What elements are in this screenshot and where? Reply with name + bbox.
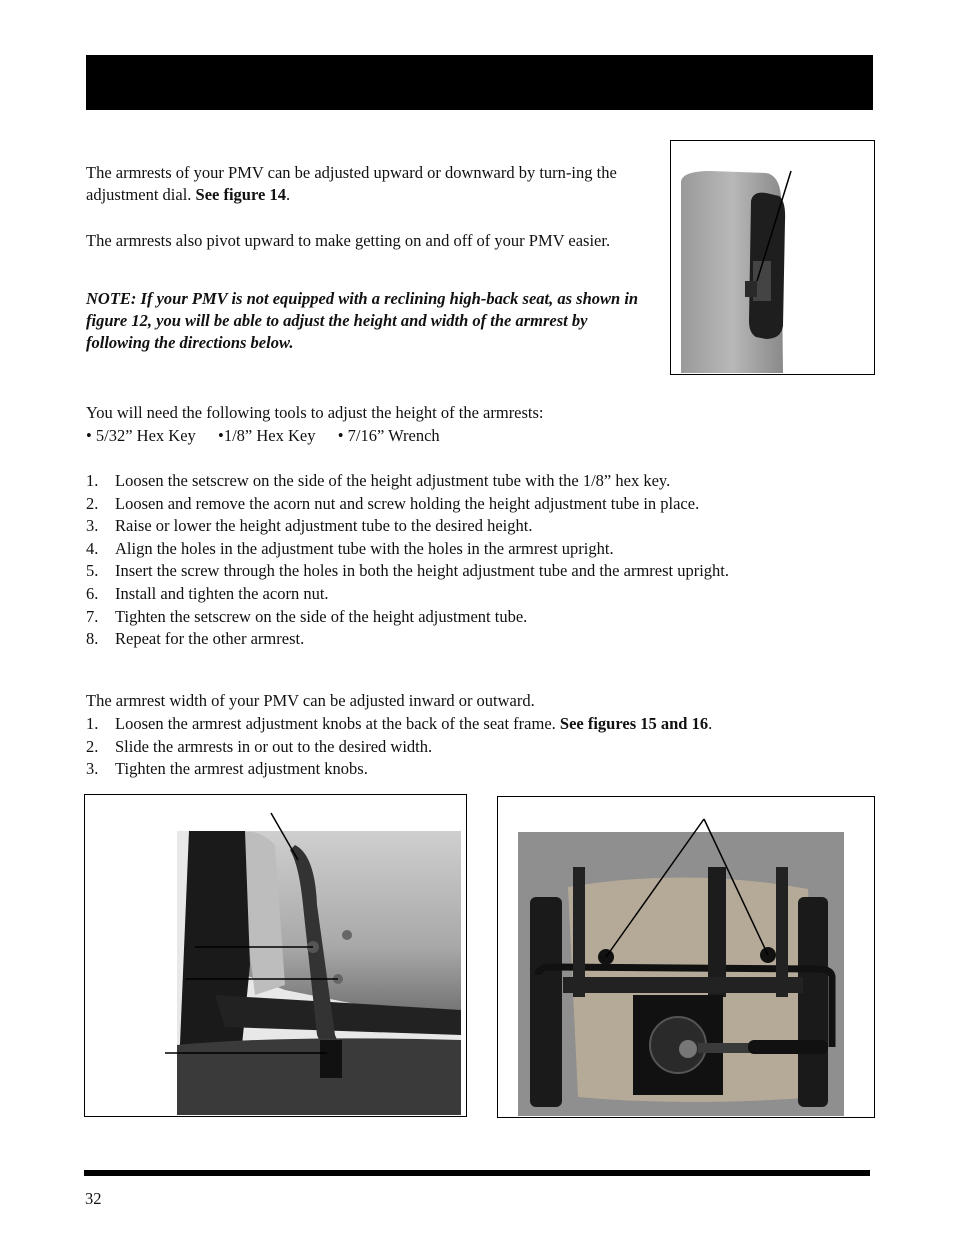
list-item: 3. Tighten the armrest adjustment knobs.: [86, 759, 368, 779]
figure-14-photo: [670, 140, 875, 375]
header-bar: [86, 55, 873, 110]
list-item: 1. Loosen the armrest adjustment knobs at the back of the seat frame. See figures 15 and 16.: [86, 714, 713, 733]
tools-intro: You will need the following tools to adjust the height of the armrests:: [86, 403, 544, 422]
note-paragraph: NOTE: If your PMV is not equipped with a reclining high-back seat, as shown in figure 12, you will be able to adjust the height and width of the armrest by following the directions below.: [86, 289, 639, 352]
list-item: 2. Loosen and remove the acorn nut and screw holding the height adjustment tube in place.: [86, 493, 700, 513]
list-item: 1. Loosen the setscrew on the side of the height adjustment tube with the 1/8” hex key.: [86, 471, 671, 490]
page-number: 32: [85, 1189, 102, 1208]
intro-paragraph-2: The armrests also pivot upward to make getting on and off of your PMV easier.: [86, 231, 611, 250]
tools-list: [86, 425, 786, 447]
figure-16-photo: [497, 796, 875, 1118]
figure-15-photo: [84, 794, 467, 1117]
list-item: 5. Insert the screw through the holes in both the height adjustment tube and the armrest upright.: [86, 561, 730, 581]
tool-5-32-hex-key: • 5/32” Hex Key: [86, 426, 196, 445]
width-steps-list: [86, 713, 866, 781]
footer-rule: [84, 1170, 870, 1176]
width-intro: The armrest width of your PMV can be adjusted inward or outward.: [86, 691, 535, 710]
intro-paragraph-1: The armrests of your PMV can be adjusted upward or downward by turn-ing the adjustment dial. See figure 14.: [86, 163, 617, 204]
list-item: 3. Raise or lower the height adjustment tube to the desired height.: [86, 516, 533, 536]
figures-15-16-reference: See figures 15 and 16: [559, 714, 709, 733]
height-steps-list: [86, 470, 866, 651]
list-item: 6. Install and tighten the acorn nut.: [86, 583, 329, 603]
tool-7-16-wrench: • 7/16” Wrench: [337, 426, 440, 445]
figure-14-reference: See figure 14: [195, 185, 286, 204]
list-item: 8. Repeat for the other armrest.: [86, 629, 305, 649]
tool-1-8-hex-key: •1/8” Hex Key: [218, 426, 316, 445]
list-item: 7. Tighten the setscrew on the side of the height adjustment tube.: [86, 606, 528, 626]
intro-text-1: The armrests of your PMV can be adjusted upward or downward by turn-ing the adjustment dial.: [86, 163, 617, 204]
list-item: 4. Align the holes in the adjustment tube with the holes in the armrest upright.: [86, 538, 614, 558]
list-item: 2. Slide the armrests in or out to the desired width.: [86, 736, 433, 756]
